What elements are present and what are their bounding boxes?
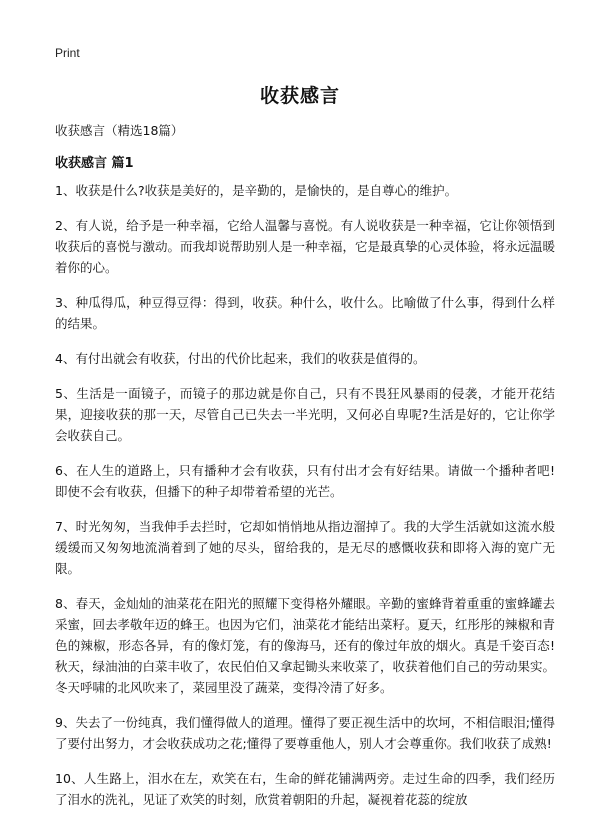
paragraph: 9、失去了一份纯真，我们懂得做人的道理。懂得了要正视生活中的坎坷，不相信眼泪;懂得了要付出努力，才会收获成功之花;懂得了要尊重他人，别人才会尊重你。我们收获了成熟! xyxy=(55,715,555,751)
page-title: 收获感言 xyxy=(259,85,340,107)
section-heading: 收获感言 篇1 xyxy=(55,156,134,171)
paragraph: 4、有付出就会有收获，付出的代价比起来，我们的收获是值得的。 xyxy=(55,351,426,366)
print-link[interactable]: Print xyxy=(55,46,80,60)
paragraph: 5、生活是一面镜子，而镜子的那边就是你自己，只有不畏狂风暴雨的侵袭，才能开花结果，迎接收获的那一天，尽管自己已失去一半光明，又何必自卑呢?生活是好的，它让你学会收获自己。 xyxy=(55,386,555,443)
paragraph: 6、在人生的道路上，只有播种才会有收获，只有付出才会有好结果。请做一个播种者吧!即使不会有收获，但播下的种子却带着希望的光芒。 xyxy=(55,463,555,499)
document-subtitle: 收获感言（精选18篇） xyxy=(55,123,184,138)
paragraph: 2、有人说，给予是一种幸福，它给人温馨与喜悦。有人说收获是一种幸福，它让你领悟到收获后的喜悦与激动。而我却说帮助别人是一种幸福，它是最真挚的心灵体验，将永远温暖着你的心。 xyxy=(55,218,556,275)
paragraph: 8、春天，金灿灿的油菜花在阳光的照耀下变得格外耀眼。辛勤的蜜蜂背着重重的蜜蜂罐去采蜜，回去孝敬年迈的蜂王。也因为它们，油菜花才能结出菜籽。夏天，红彤彤的辣椒和青色的辣椒，形态各异，有的像灯笼，有的像海马，还有的像过年放的烟火。真是千姿百态!秋天，绿油油的白菜丰收了，农民伯伯又拿起锄头来收菜了，收获着他们自己的劳动果实。冬天呼啸的北风吹来了，菜园里没了蔬菜，变得冷清了好多。 xyxy=(55,596,556,695)
paragraph: 3、种瓜得瓜，种豆得豆得：得到，收获。种什么，收什么。比喻做了什么事，得到什么样的结果。 xyxy=(55,295,555,331)
paragraph: 10、人生路上，泪水在左，欢笑在右，生命的鲜花铺满两旁。走过生命的四季，我们经历了泪水的洗礼，见证了欢笑的时刻，欣赏着朝阳的升起，凝视着花蕊的绽放 xyxy=(55,771,555,807)
paragraph-list xyxy=(55,180,555,824)
paragraph: 7、时光匆匆，当我伸手去拦时，它却如悄悄地从指边溜掉了。我的大学生活就如这流水般缓缓而又匆匆地流淌着到了她的尽头，留给我的，是无尽的感慨收获和即将入海的宽广无限。 xyxy=(55,519,555,576)
paragraph: 1、收获是什么?收获是美好的，是辛勤的，是愉快的，是自尊心的维护。 xyxy=(55,183,458,198)
